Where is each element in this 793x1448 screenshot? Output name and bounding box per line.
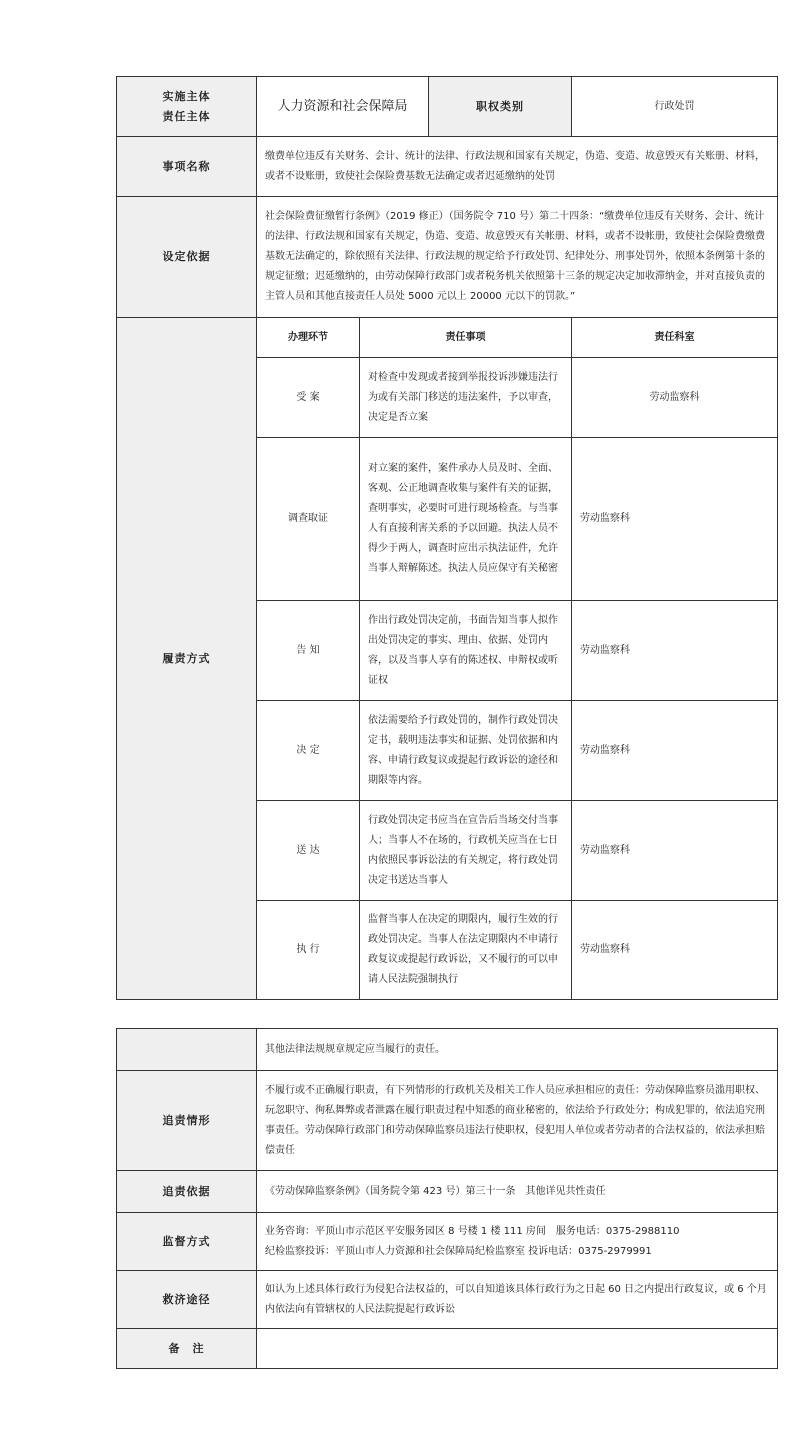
remarks-label: 备 注 bbox=[117, 1329, 257, 1369]
basis-row bbox=[117, 197, 778, 318]
item-label: 事项名称 bbox=[117, 137, 257, 197]
supervision-complaint-line: 纪检监察投诉：平顶山市人力资源和社会保障局纪检监察室 投诉电话：0375-2979991 bbox=[265, 1245, 652, 1257]
other-duty-row bbox=[117, 1029, 778, 1071]
item-row bbox=[117, 137, 778, 197]
duty-matter: 作出行政处罚决定前，书面告知当事人拟作出处罚决定的事实、理由、依据、处罚内容，以及当事人享有的陈述权、申辩权或听证权 bbox=[360, 601, 572, 701]
other-duty-value: 其他法律法规规章规定应当履行的责任。 bbox=[257, 1029, 778, 1071]
duty-table-accountability bbox=[116, 1028, 778, 1369]
accountability-basis-label: 追责依据 bbox=[117, 1171, 257, 1213]
accountability-basis-row bbox=[117, 1171, 778, 1213]
duty-stage: 告 知 bbox=[257, 601, 360, 701]
duty-matter: 依法需要给予行政处罚的，制作行政处罚决定书，载明违法事实和证据、处罚依据和内容、申请行政复议或提起行政诉讼的途径和期限等内容。 bbox=[360, 701, 572, 801]
duty-matter: 对立案的案件，案件承办人员及时、全面、客观、公正地调查收集与案件有关的证据，查明事实，必要时可进行现场检查。与当事人有直接利害关系的予以回避。执法人员不得少于两人，调查时应出示执法证件，允许当事人辩解陈述。执法人员应保守有关秘密 bbox=[360, 438, 572, 601]
accountability-row bbox=[117, 1071, 778, 1171]
category-value: 行政处罚 bbox=[572, 77, 778, 137]
remarks-value bbox=[257, 1329, 778, 1369]
duty-matter: 对检查中发现或者接到举报投诉涉嫌违法行为或有关部门移送的违法案件，予以审查，决定是否立案 bbox=[360, 358, 572, 438]
implementing-subject-label: 实施主体 bbox=[162, 89, 211, 103]
col-stage-header: 办理环节 bbox=[257, 318, 360, 358]
accountability-label: 追责情形 bbox=[117, 1071, 257, 1171]
duty-dept: 劳动监察科 bbox=[572, 801, 778, 901]
basis-value: 社会保险费征缴暂行条例》（2019 修正）（国务院令 710 号）第二十四条：“缴费单位违反有关财务、会计、统计的法律、行政法规和国家有关规定，伪造、变造、故意毁灭有关帐册、材料，或者不设帐册，致使社会保险费缴费基数无法确定的，除依照有关法律、行政法规的规定给予行政处罚、纪律处分、刑事处罚外，依照本条例第十条的规定征缴；迟延缴纳的，由劳动保障行政部门或者税务机关依照第十三条的规定决定加收滞纳金，并对直接负责的主管人员和其他直接责任人员处 5000 元以上 20000 元以下的罚款。” bbox=[257, 197, 778, 318]
duty-label: 履责方式 bbox=[117, 318, 257, 1000]
duty-matter: 监督当事人在决定的期限内，履行生效的行政处罚决定。当事人在法定期限内不申请行政复议或提起行政诉讼，又不履行的可以申请人民法院强制执行 bbox=[360, 901, 572, 1000]
duty-stage: 调查取证 bbox=[257, 438, 360, 601]
accountability-basis-value: 《劳动保障监察条例》（国务院令第 423 号）第三十一条 其他详见共性责任 bbox=[257, 1171, 778, 1213]
basis-label: 设定依据 bbox=[117, 197, 257, 318]
header-row bbox=[117, 77, 778, 137]
col-dept-header: 责任科室 bbox=[572, 318, 778, 358]
remedy-value: 如认为上述具体行政行为侵犯合法权益的，可以自知道该具体行政行为之日起 60 日之内提出行政复议，或 6 个月内依法向有管辖权的人民法院提起行政诉讼 bbox=[257, 1271, 778, 1329]
duty-stage: 执 行 bbox=[257, 901, 360, 1000]
duty-stage: 受 案 bbox=[257, 358, 360, 438]
supervision-label: 监督方式 bbox=[117, 1213, 257, 1271]
duty-stage: 送 达 bbox=[257, 801, 360, 901]
duty-dept: 劳动监察科 bbox=[572, 438, 778, 601]
duty-dept: 劳动监察科 bbox=[572, 358, 778, 438]
remedy-label: 救济途径 bbox=[117, 1271, 257, 1329]
duty-matter: 行政处罚决定书应当在宣告后当场交付当事人；当事人不在场的，行政机关应当在七日内依照民事诉讼法的有关规定，将行政处罚决定书送达当事人 bbox=[360, 801, 572, 901]
duty-stage: 决 定 bbox=[257, 701, 360, 801]
supervision-consult-line: 业务咨询：平顶山市示范区平安服务园区 8 号楼 1 楼 111 房间 服务电话：0375-2988110 bbox=[265, 1225, 680, 1237]
duty-dept: 劳动监察科 bbox=[572, 701, 778, 801]
duty-header-row bbox=[117, 318, 778, 358]
item-value: 缴费单位违反有关财务、会计、统计的法律、行政法规和国家有关规定，伪造、变造、故意毁灭有关账册、材料，或者不设账册，致使社会保险费基数无法确定或者迟延缴纳的处罚 bbox=[257, 137, 778, 197]
remarks-row bbox=[117, 1329, 778, 1369]
supervision-value bbox=[257, 1213, 778, 1271]
supervision-row bbox=[117, 1213, 778, 1271]
agency-name: 人力资源和社会保障局 bbox=[257, 77, 429, 137]
col-matter-header: 责任事项 bbox=[360, 318, 572, 358]
remedy-row bbox=[117, 1271, 778, 1329]
accountability-value: 不履行或不正确履行职责，有下列情形的行政机关及相关工作人员应承担相应的责任：劳动保障监察员滥用职权、玩忽职守、徇私舞弊或者泄露在履行职责过程中知悉的商业秘密的，依法给予行政处分；构成犯罪的，依法追究刑事责任。劳动保障行政部门和劳动保障监察员违法行使职权，侵犯用人单位或者劳动者的合法权益的，依法承担赔偿责任 bbox=[257, 1071, 778, 1171]
responsible-subject-label: 责任主体 bbox=[162, 109, 211, 123]
category-label: 职权类别 bbox=[429, 77, 572, 137]
duty-dept: 劳动监察科 bbox=[572, 601, 778, 701]
duty-dept: 劳动监察科 bbox=[572, 901, 778, 1000]
duty-table-main bbox=[116, 76, 778, 1000]
other-duty-label bbox=[117, 1029, 257, 1071]
subject-label bbox=[117, 77, 257, 137]
